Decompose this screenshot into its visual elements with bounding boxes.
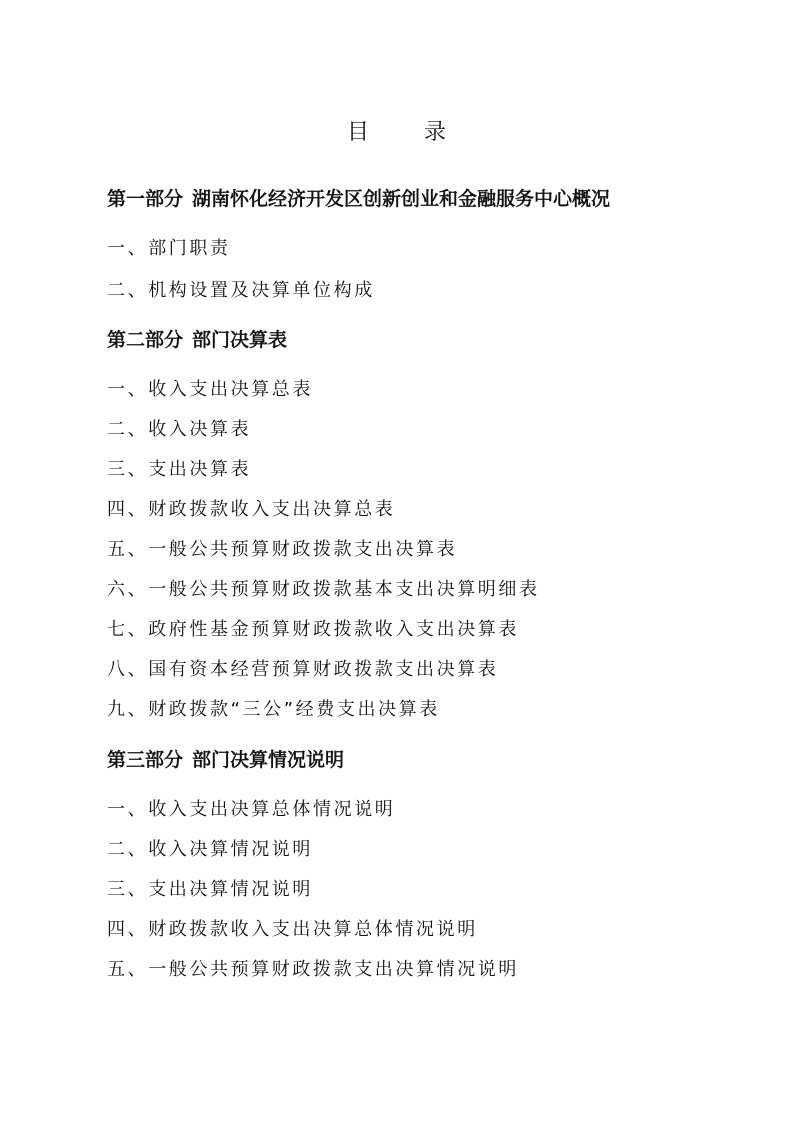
part-3-subtitle: 部门决算情况说明 xyxy=(192,749,345,771)
part-2-subtitle: 部门决算表 xyxy=(192,329,288,351)
part-1-heading xyxy=(107,186,610,212)
part-2-label: 第二部分 xyxy=(107,329,184,351)
toc-item: 五、一般公共预算财政拨款支出决算情况说明 xyxy=(107,959,519,980)
toc-item: 一、收入支出决算总表 xyxy=(107,379,313,400)
toc-item: 九、财政拨款“三公”经费支出决算表 xyxy=(107,699,440,720)
part-3-heading xyxy=(107,747,344,773)
part-1-label: 第一部分 xyxy=(107,188,184,210)
toc-item: 二、收入决算情况说明 xyxy=(107,839,313,860)
toc-item: 六、一般公共预算财政拨款基本支出决算明细表 xyxy=(107,579,540,600)
toc-item: 二、收入决算表 xyxy=(107,419,252,440)
toc-item: 二、机构设置及决算单位构成 xyxy=(107,280,375,301)
toc-item: 三、支出决算情况说明 xyxy=(107,879,313,900)
toc-item: 三、支出决算表 xyxy=(107,459,252,480)
toc-item: 五、一般公共预算财政拨款支出决算表 xyxy=(107,539,458,560)
toc-item: 八、国有资本经营预算财政拨款支出决算表 xyxy=(107,659,499,680)
page-title: 目 录 xyxy=(347,119,470,145)
part-1-subtitle: 湖南怀化经济开发区创新创业和金融服务中心概况 xyxy=(192,188,611,210)
toc-item: 四、财政拨款收入支出决算总表 xyxy=(107,499,396,520)
part-2-heading xyxy=(107,327,287,353)
toc-item: 一、收入支出决算总体情况说明 xyxy=(107,799,396,820)
toc-item: 一、部门职责 xyxy=(107,238,231,259)
part-3-label: 第三部分 xyxy=(107,749,184,771)
toc-item: 七、政府性基金预算财政拨款收入支出决算表 xyxy=(107,619,519,640)
toc-item: 四、财政拨款收入支出决算总体情况说明 xyxy=(107,919,478,940)
